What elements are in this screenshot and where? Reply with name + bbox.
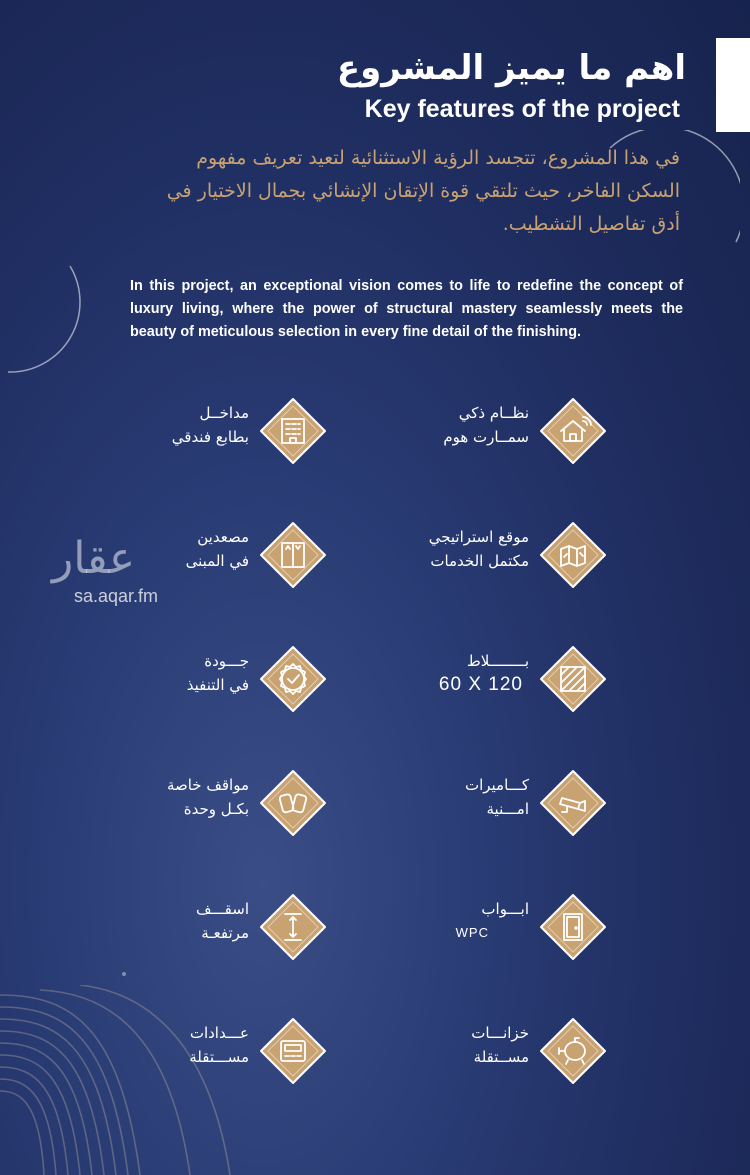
feature-label-line1: ابـــواب — [481, 900, 529, 918]
feature-label-line1: مواقف خاصة — [166, 776, 249, 794]
feature-label-line2: سمــارت هوم — [443, 428, 529, 446]
intro-arabic-line: السكن الفاخر، حيث تلتقي قوة الإتقان الإنشائي بجمال الاختيار في — [166, 180, 680, 202]
feature-label — [49, 773, 249, 821]
smart-home-icon — [537, 395, 609, 467]
door-icon — [537, 891, 609, 963]
feature-label-line1: مصعدين — [197, 528, 249, 546]
feature-label — [49, 1021, 249, 1069]
feature-item — [405, 391, 705, 471]
feature-item — [125, 763, 425, 843]
feature-label-line2: في التنفيذ — [186, 676, 249, 694]
feature-label — [49, 649, 249, 697]
feature-label-line1: بــــــــلاط — [466, 652, 529, 670]
feature-item — [405, 515, 705, 595]
feature-label-line1: مداخــل — [199, 404, 249, 422]
feature-item — [125, 887, 425, 967]
tiles-icon — [537, 643, 609, 715]
intro-arabic — [120, 142, 680, 241]
feature-item — [125, 1011, 425, 1091]
map-icon — [537, 519, 609, 591]
aqar-url: sa.aqar.fm — [74, 586, 159, 606]
feature-label — [49, 897, 249, 945]
feature-label-line2: WPC — [455, 925, 489, 940]
ceiling-height-icon — [257, 891, 329, 963]
meter-icon — [257, 1015, 329, 1087]
feature-label — [49, 401, 249, 449]
feature-label-line2: مســتقلة — [473, 1048, 529, 1066]
feature-label-line2: مســـتقلة — [189, 1048, 249, 1066]
decorative-dot — [122, 972, 126, 976]
page-title-english: Key features of the project — [364, 95, 680, 123]
feature-item — [125, 391, 425, 471]
feature-item — [125, 639, 425, 719]
security-camera-icon — [537, 767, 609, 839]
feature-label-line1: موقع استراتيجي — [428, 528, 529, 546]
elevator-icon — [257, 519, 329, 591]
feature-item — [405, 887, 705, 967]
feature-label-line2: مرتفعـة — [201, 924, 249, 942]
aqar-logo: عقار — [52, 533, 136, 584]
water-tank-icon — [537, 1015, 609, 1087]
white-side-tab — [716, 38, 750, 132]
intro-english: In this project, an exceptional vision comes to life to redefine the concept of luxury living, where the power of structural mastery seamlessly meets the beauty of meticulous selection in every fine detail of the finishing. — [130, 278, 683, 340]
feature-label-line2: 60 X 120 — [438, 674, 523, 695]
building-icon — [257, 395, 329, 467]
feature-label-line2: مكتمل الخدمات — [430, 552, 529, 570]
quality-badge-icon — [257, 643, 329, 715]
feature-item — [405, 763, 705, 843]
feature-label-line2: بطابع فندقي — [171, 428, 249, 446]
feature-label-line2: في المبنى — [185, 552, 249, 570]
decorative-arc-left — [0, 262, 120, 382]
feature-item — [405, 639, 705, 719]
intro-arabic-line: في هذا المشروع، تتجسد الرؤية الاستثنائية لتعيد تعريف مفهوم — [196, 147, 680, 169]
feature-label-line1: عـــدادات — [189, 1024, 249, 1042]
page-title-arabic: اهم ما يميز المشروع — [336, 48, 686, 88]
feature-label-line1: جـــودة — [204, 652, 249, 670]
feature-label — [49, 525, 249, 573]
feature-label-line1: نظــام ذكي — [458, 404, 529, 422]
feature-label-line1: اسقـــف — [195, 900, 249, 918]
parking-cars-icon — [257, 767, 329, 839]
feature-label-line2: امـــنية — [486, 800, 529, 818]
intro-arabic-line: أدق تفاصيل التشطيب. — [502, 213, 680, 235]
feature-label-line2: بكـل وحدة — [183, 800, 249, 818]
feature-label-line1: كـــاميرات — [464, 776, 529, 794]
feature-item — [405, 1011, 705, 1091]
feature-item — [125, 515, 425, 595]
feature-label-line1: خزانـــات — [471, 1024, 529, 1042]
